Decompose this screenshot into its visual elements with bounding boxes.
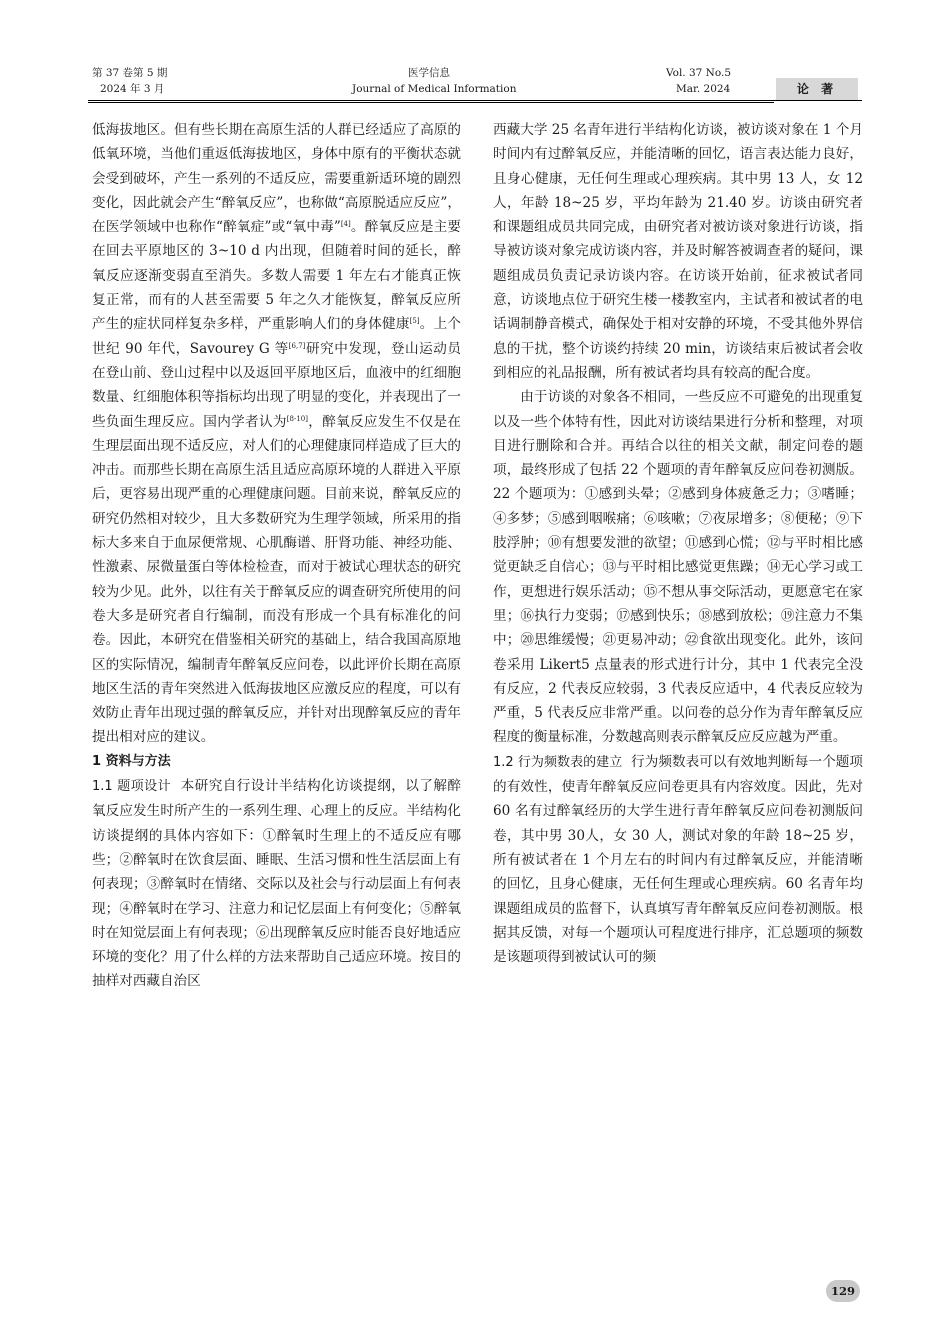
- header-rule: [88, 100, 862, 101]
- right-column: [493, 118, 863, 969]
- intro-paragraph: 低海拔地区。但有些长期在高原生活的人群已经适应了高原的低氧环境，当他们重返低海拔地区，身体中原有的平衡状态就会受到破坏，产生一系列的不适反应，需要重新适环境的剧烈变化，因此就会产生“醉氧反应”，也称做“高原脱适应反应”，在医学领域中也称作“醉氧症”或“氧中毒”[4]。醉氧反应是主要在回去平原地区的 3~10 d 内出现，但随着时间的延长，醉氧反应逐渐变弱直至消失。多数人需要 1 年左右才能真正恢复正常，而有的人甚至需要 5 年之久才能恢复，醉氧反应所产生的症状同样复杂多样，严重影响人们的身体健康[5]。上个世纪 90 年代，Savourey G 等[6,7]研究中发现，登山运动员在登山前、登山过程中以及返回平原地区后，血液中的红细胞数量、红细胞体积等指标均出现了明显的变化，并表现出了一些负面生理反应。国内学者认为[8-10]，醉氧反应发生不仅是在生理层面出现不适反应，对人们的心理健康同样造成了巨大的冲击。而那些长期在高原生活且适应高原环境的人群进入平原后，更容易出现严重的心理健康问题。目前来说，醉氧反应的研究仍然相对较少，且大多数研究为生理学领域，所采用的指标大多来自于血尿便常规、心肌酶谱、肝肾功能、神经功能、性激素、尿微量蛋白等体检检查，而对于被试心理状态的研究较为少见。此外，以往有关于醉氧反应的调查研究所使用的问卷大多是研究者自行编制，而没有形成一个具有标准化的问卷。因此，本研究在借鉴相关研究的基础上，结合我国高原地区的实际情况，编制青年醉氧反应问卷，以此评价长期在高原地区生活的青年突然进入低海拔地区应激反应的程度，可以有效防止青年出现过强的醉氧反应，并针对出现醉氧反应的青年提出相对应的建议。: [92, 122, 462, 746]
- citation-ref: [4]: [340, 220, 351, 229]
- journal-volume: 第 37 卷第 5 期: [92, 67, 168, 79]
- items-paragraph: 由于访谈的对象各不相同，一些反应不可避免的出现重复以及一些个体特有性，因此对访谈结果进行分析和整理，对项目进行删除和合并。再结合以往的相关文献，制定问卷的题项，最终形成了包括 22 个题项的青年醉氧反应问卷初测版。22 个题项为：①感到头晕；②感到身体疲惫乏力；③嗜睡；④多梦；⑤感到咽喉痛；⑥咳嗽；⑦夜尿增多；⑧便秘；⑨下肢浮肿；⑩有想要发泄的欲望；⑪感到心慌；⑫与平时相比感觉更缺乏自信心；⑬与平时相比感觉更焦躁；⑭无心学习或工作，更想进行娱乐活动；⑮不想从事交际活动，更愿意宅在家里；⑯执行力变弱；⑰感到快乐；⑱感到放松；⑲注意力不集中；⑳思维缓慢；㉑更易冲动；㉒食欲出现变化。此外，该问卷采用 Likert5 点量表的形式进行计分，其中 1 代表完全没有反应，2 代表反应较弱，3 代表反应适中，4 代表反应较为严重，5 代表反应非常严重。以问卷的总分作为青年醉氧反应程度的衡量标准，分数越高则表示醉氧反应反应越为严重。: [493, 389, 863, 746]
- page-number: 129: [826, 1280, 860, 1302]
- subsection-1-2: 1.2 行为频数表的建立 行为频数表可以有效地判断每一个题项的有效性，使青年醉氧反应问卷更具有内容效度。因此，先对 60 名有过醉氧经历的大学生进行青年醉氧反应问卷初测版问卷，其中男 30人，女 30 人，测试对象的年龄 18~25 岁，所有被试者在 1 个月左右的时间内有过醉氧反应，并能清晰的回忆，且身心健康，无任何生理或心理疾病。60 名青年均课题组成员的监督下，认真填写青年醉氧反应问卷初测版。根据其反馈，对每一个题项认可程度进行排序，汇总题项的频数是该题项得到被试认可的频: [493, 753, 863, 966]
- left-column: [92, 118, 461, 994]
- citation-ref: [6,7]: [288, 341, 306, 350]
- subsection-title: 1.1 题项设计: [92, 779, 172, 795]
- section-heading: 1 资料与方法: [92, 753, 171, 769]
- citation-ref: [8-10]: [286, 414, 308, 423]
- journal-date: 2024 年 3 月: [100, 83, 165, 95]
- journal-title-en: Journal of Medical Information: [352, 83, 517, 95]
- journal-title-cn: 医学信息: [408, 67, 450, 79]
- journal-date-en: Mar. 2024: [676, 83, 731, 95]
- header-rule-thin: [88, 102, 774, 103]
- article-type-tag: 论 著: [776, 78, 858, 100]
- subsection-title: 1.2 行为频数表的建立: [493, 754, 623, 770]
- subsection-1-1: 1.1 题项设计 本研究自行设计半结构化访谈提纲，以了解醉氧反应发生时所产生的一系列生理、心理上的反应。半结构化访谈提纲的具体内容如下：①醉氧时生理上的不适反应有哪些；②醉氧时在饮食层面、睡眠、生活习惯和性生活层面上有何表现；③醉氧时在情绪、交际以及社会与行动层面上有何表现；④醉氧时在学习、注意力和记忆层面上有何变化；⑤醉氧时在知觉层面上有何表现；⑥出现醉氧反应时能否良好地适应环境的变化？用了什么样的方法来帮助自己适应环境。按目的抽样对西藏自治区: [92, 778, 462, 990]
- method-paragraph: 西藏大学 25 名青年进行半结构化访谈，被访谈对象在 1 个月时间内有过醉氧反应，并能清晰的回忆，语言表达能力良好，且身心健康，无任何生理或心理疾病。其中男 13 人，女 12 人，年龄 18~25 岁，平均年龄为 21.40 岁。访谈由研究者和课题组成员共同完成，由研究者对被访谈对象进行访谈，指导被访谈对象完成访谈内容，并及时解答被调查者的疑问，课题组成员负责记录访谈内容。在访谈开始前，征求被试者同意，访谈地点位于研究生楼一楼教室内，主试者和被试者的电话调制静音模式，确保处于相对安静的环境，不受其他外界信息的干扰，整个访谈约持续 20 min，访谈结束后被试者会收到相应的礼品报酬，所有被试者均具有较高的配合度。: [493, 122, 863, 381]
- journal-volume-en: Vol. 37 No.5: [666, 67, 732, 79]
- citation-ref: [5]: [409, 317, 420, 326]
